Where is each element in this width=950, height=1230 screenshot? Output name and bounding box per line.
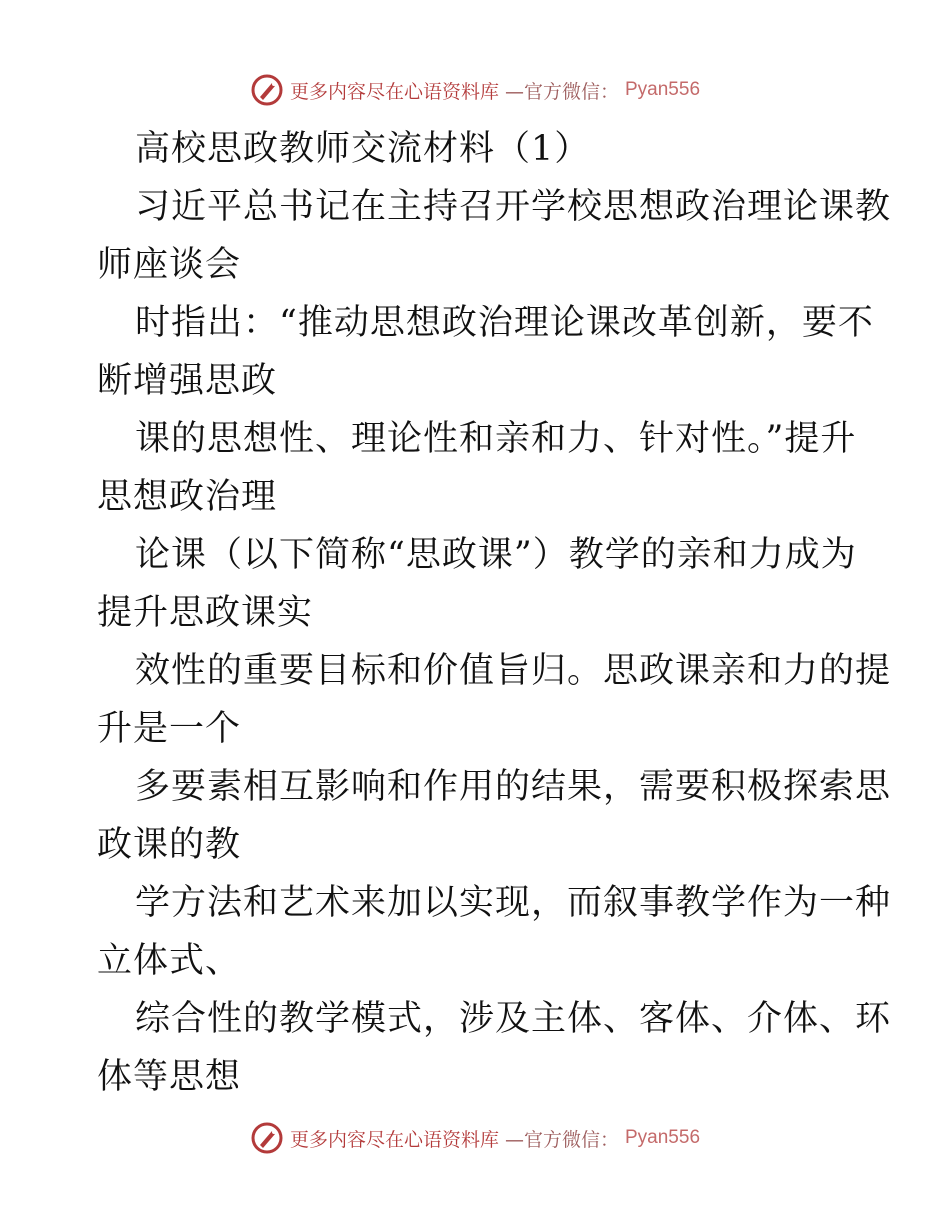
paragraph-line: 立体式、 — [97, 941, 242, 981]
header-watermark — [0, 70, 950, 110]
watermark-site-text: 更多内容尽在心语资料库 — [289, 80, 499, 103]
paragraph-line: 思想政治理 — [97, 477, 278, 517]
watermark-content — [250, 1121, 700, 1155]
footer-watermark — [0, 1118, 950, 1158]
paragraph-line: 效性的重要目标和价值旨归。思政课亲和力的提 — [135, 651, 892, 691]
paragraph-line: 政课的教 — [97, 825, 242, 865]
paragraph-line: 断增强思政 — [97, 361, 278, 401]
paragraph-line: 习近平总书记在主持召开学校思想政治理论课教 — [135, 187, 892, 227]
paragraph-line: 学方法和艺术来加以实现，而叙事教学作为一种 — [135, 883, 892, 923]
paragraph-line: 课的思想性、理论性和亲和力、针对性。”提升 — [135, 419, 857, 459]
watermark-wechat-label: —官方微信： — [504, 1128, 619, 1151]
paragraph-line: 师座谈会 — [97, 245, 242, 285]
watermark-site-text: 更多内容尽在心语资料库 — [289, 1128, 499, 1151]
watermark-wechat-id: Pyan556 — [625, 79, 701, 100]
paragraph-line: 提升思政课实 — [97, 593, 314, 633]
paragraph-line: 体等思想 — [97, 1057, 242, 1097]
paragraph-line: 多要素相互影响和作用的结果，需要积极探索思 — [135, 767, 892, 807]
paragraph-line: 论课（以下简称“思政课”）教学的亲和力成为 — [135, 535, 857, 575]
document-body — [97, 120, 892, 1106]
pen-logo-icon — [250, 73, 284, 107]
paragraph-line: 时指出：“推动思想政治理论课改革创新，要不 — [135, 303, 874, 343]
watermark-wechat-label: —官方微信： — [504, 80, 619, 103]
watermark-wechat-id: Pyan556 — [625, 1127, 701, 1148]
paragraph-line: 综合性的教学模式，涉及主体、客体、介体、环 — [135, 999, 892, 1039]
watermark-content — [250, 73, 700, 107]
pen-logo-icon — [250, 1121, 284, 1155]
paragraph-line: 升是一个 — [97, 709, 242, 749]
document-title: 高校思政教师交流材料（1） — [135, 129, 591, 169]
